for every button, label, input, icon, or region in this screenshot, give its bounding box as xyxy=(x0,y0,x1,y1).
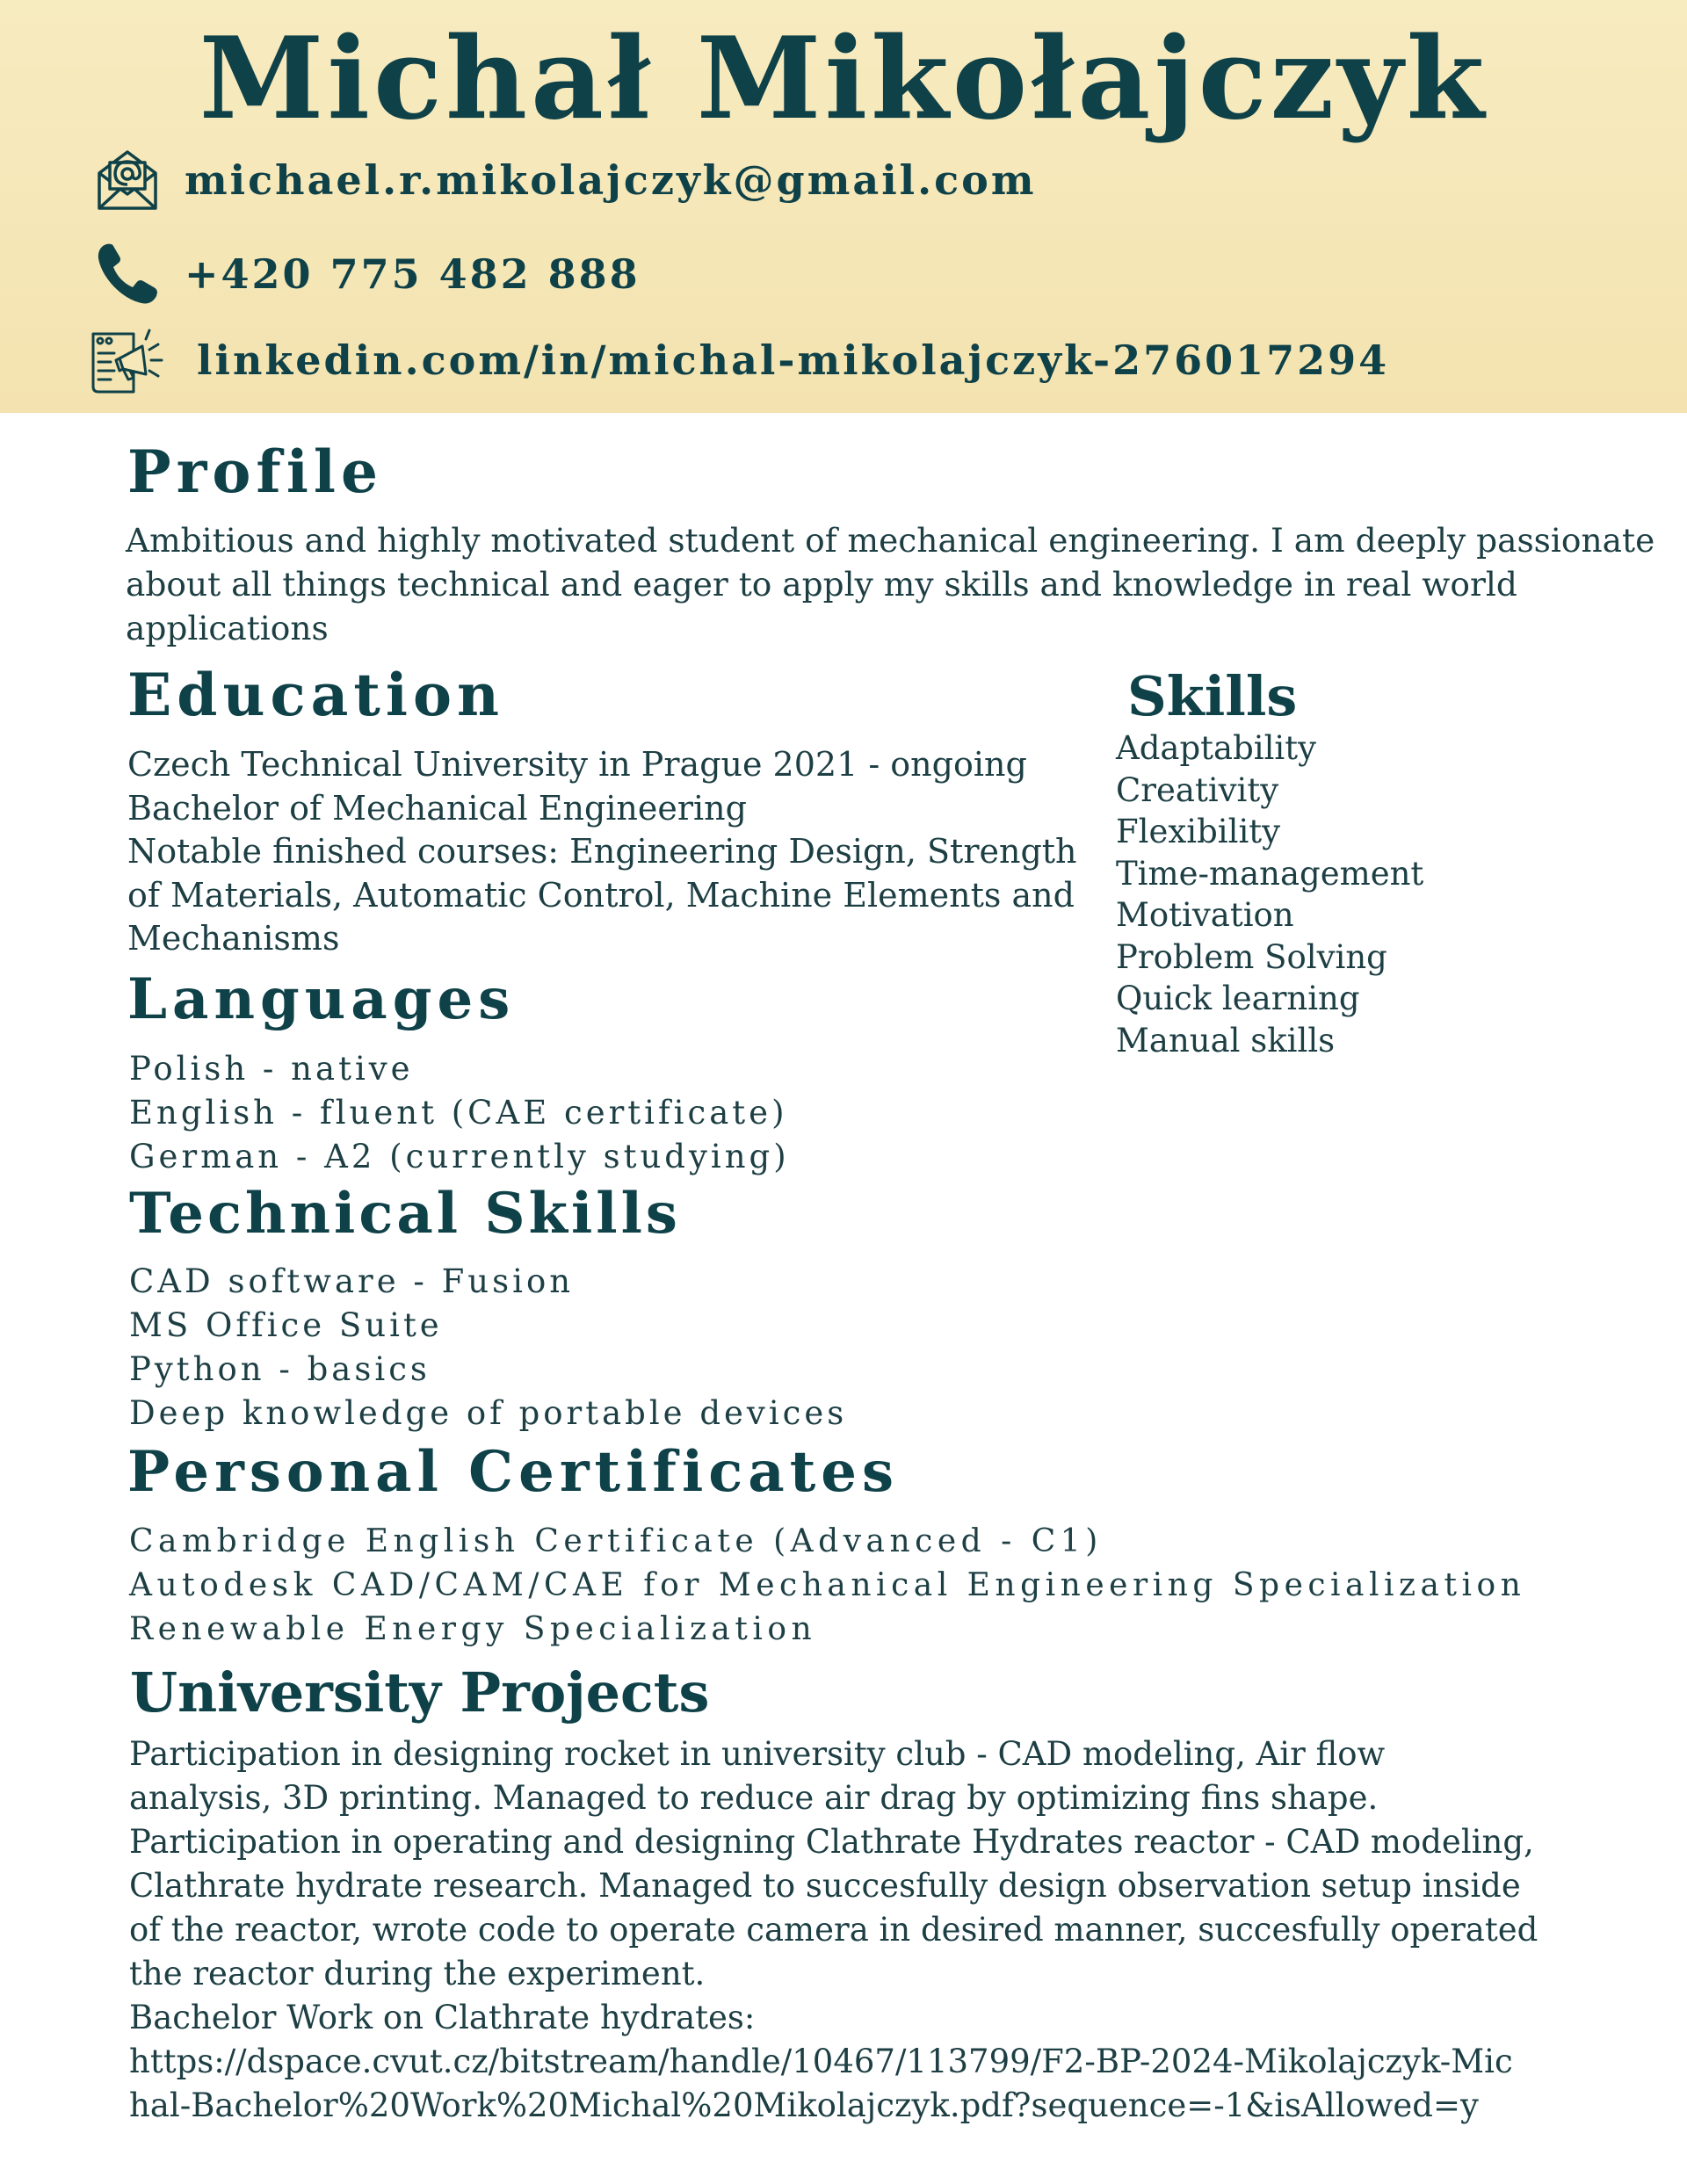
header-banner xyxy=(0,0,1687,413)
bachelor-work-link[interactable]: https://dspace.cvut.cz/bitstream/handle/10467/113799/F2-BP-2024-Mikolajczyk-Mic xyxy=(129,2043,1513,2080)
education-line: Czech Technical University in Prague 2021 - ongoing xyxy=(127,745,1027,784)
project-line: Participation in designing rocket in university club - CAD modeling, Air flow xyxy=(129,1735,1386,1773)
phone-icon xyxy=(88,235,167,314)
education-line: Bachelor of Mechanical Engineering xyxy=(127,788,747,828)
projects-title: University Projects xyxy=(130,1660,710,1725)
megaphone-document-icon xyxy=(88,321,167,400)
skill-item: Creativity xyxy=(1116,770,1279,809)
certificates-list xyxy=(129,1520,1525,1652)
project-line: Bachelor Work on Clathrate hydrates: xyxy=(129,1999,756,2036)
profile-title: Profile xyxy=(127,438,383,506)
education-title: Education xyxy=(127,661,504,729)
technical-skill-item: CAD software - Fusion xyxy=(129,1262,575,1300)
profile-line: applications xyxy=(126,609,329,647)
technical-skills-title: Technical Skills xyxy=(129,1181,681,1247)
technical-skills-list xyxy=(129,1260,847,1436)
skill-item: Adaptability xyxy=(1116,729,1317,767)
education-line: Notable finished courses: Engineering Design, Strength xyxy=(127,832,1077,871)
certificate-item: Renewable Energy Specialization xyxy=(129,1611,817,1647)
skill-item: Manual skills xyxy=(1116,1021,1336,1059)
profile-line: about all things technical and eager to apply my skills and knowledge in real world xyxy=(126,565,1517,604)
phone-row xyxy=(88,235,641,314)
skill-item: Problem Solving xyxy=(1116,937,1387,976)
certificate-item: Autodesk CAD/CAM/CAE for Mechanical Engineering Specialization xyxy=(129,1567,1526,1603)
project-line: Clathrate hydrate research. Managed to succesfully design observation setup inside xyxy=(129,1867,1521,1905)
skills-list xyxy=(1116,727,1423,1061)
bachelor-work-link-cont[interactable]: hal-Bachelor%20Work%20Michal%20Mikolajczyk.pdf?sequence=-1&isAllowed=y xyxy=(129,2086,1479,2124)
skills-title: Skills xyxy=(1127,664,1298,728)
phone-number: +420 775 482 888 xyxy=(185,250,641,298)
language-item: German - A2 (currently studying) xyxy=(129,1138,790,1175)
skill-item: Quick learning xyxy=(1116,980,1360,1017)
education-line: Mechanisms xyxy=(127,919,340,958)
linkedin-row xyxy=(88,321,1389,400)
projects-text xyxy=(129,1732,1538,2128)
email-row xyxy=(88,141,1037,220)
project-line: the reactor during the experiment. xyxy=(129,1955,706,1992)
candidate-name: Michał Mikołajczyk xyxy=(199,13,1488,145)
technical-skill-item: Python - basics xyxy=(129,1350,431,1388)
technical-skill-item: Deep knowledge of portable devices xyxy=(129,1394,848,1432)
certificates-title: Personal Certificates xyxy=(127,1439,899,1505)
project-line: of the reactor, wrote code to operate camera in desired manner, succesfully operated xyxy=(129,1911,1539,1949)
project-line: Participation in operating and designing Clathrate Hydrates reactor - CAD modeling, xyxy=(129,1823,1534,1861)
profile-text xyxy=(126,518,1654,650)
language-item: Polish - native xyxy=(129,1050,414,1088)
linkedin-link[interactable]: linkedin.com/in/michal-mikolajczyk-276017294 xyxy=(197,336,1390,384)
certificate-item: Cambridge English Certificate (Advanced - C1) xyxy=(129,1523,1103,1559)
technical-skill-item: MS Office Suite xyxy=(129,1306,443,1344)
languages-title: Languages xyxy=(127,966,516,1032)
languages-list xyxy=(129,1047,790,1179)
project-line: analysis, 3D printing. Managed to reduce air drag by optimizing fins shape. xyxy=(129,1779,1379,1817)
profile-line: Ambitious and highly motivated student of mechanical engineering. I am deeply passionate xyxy=(126,521,1655,560)
education-text xyxy=(127,743,1077,961)
skill-item: Time-management xyxy=(1116,854,1424,893)
skill-item: Motivation xyxy=(1116,896,1294,934)
envelope-icon xyxy=(88,141,167,220)
education-line: of Materials, Automatic Control, Machine Elements and xyxy=(127,875,1075,915)
language-item: English - fluent (CAE certificate) xyxy=(129,1094,788,1132)
skill-item: Flexibility xyxy=(1116,813,1281,850)
email-link[interactable]: michael.r.mikolajczyk@gmail.com xyxy=(185,156,1037,204)
